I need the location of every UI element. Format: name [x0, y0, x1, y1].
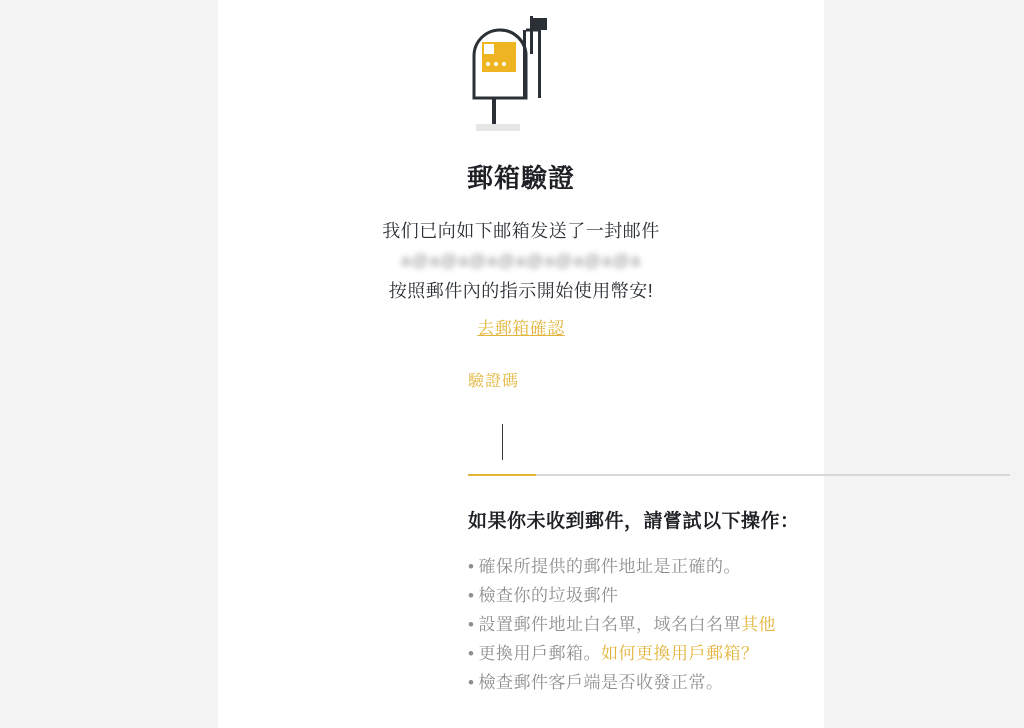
list-item-text: 設置郵件地址白名單，域名白名單 — [478, 615, 741, 634]
list-item-text: 確保所提供的郵件地址是正確的。 — [478, 557, 741, 576]
bullet-icon: • — [468, 615, 475, 634]
bullet-icon: • — [468, 644, 475, 663]
list-item-text: 檢查郵件客戶端是否收發正常。 — [478, 673, 724, 692]
list-item-text: 更換用戶郵箱。 — [478, 644, 601, 663]
message-line-1: 我们已向如下邮箱发送了一封邮件 — [382, 221, 660, 241]
list-item — [468, 610, 1024, 639]
help-title: 如果你未收到郵件，請嘗試以下操作： — [468, 511, 800, 532]
mailbox-icon — [462, 12, 580, 134]
masked-email — [218, 246, 824, 276]
bullet-icon: • — [468, 586, 475, 605]
masked-email-text: a@a@a@a@a@a@a@a@a — [400, 251, 642, 270]
verification-code-input[interactable] — [468, 408, 1010, 476]
code-cell-4[interactable] — [671, 408, 739, 476]
code-cell-8[interactable] — [942, 408, 1010, 476]
go-to-mailbox-link[interactable]: 去郵箱確認 — [477, 319, 565, 338]
code-cell-7[interactable] — [875, 408, 943, 476]
list-item-text: 檢查你的垃圾郵件 — [478, 586, 619, 605]
mailbox-illustration — [218, 8, 824, 138]
bullet-icon: • — [468, 673, 475, 692]
page-title: 郵箱驗證 — [466, 163, 575, 193]
change-email-link[interactable]: 如何更換用戶郵箱？ — [600, 644, 759, 663]
code-cell-1[interactable] — [468, 408, 536, 476]
code-cell-6[interactable] — [807, 408, 875, 476]
help-list — [468, 552, 1024, 697]
message-line-2: 按照郵件內的指示開始使用幣安! — [388, 281, 654, 301]
list-item — [468, 639, 1024, 668]
code-cell-3[interactable] — [604, 408, 672, 476]
verification-code-label: 驗證碼 — [468, 373, 520, 390]
code-cell-5[interactable] — [739, 408, 807, 476]
list-item — [468, 668, 1024, 697]
list-item — [468, 581, 1024, 610]
bullet-icon: • — [468, 557, 475, 576]
code-cell-2[interactable] — [536, 408, 604, 476]
list-item — [468, 552, 1024, 581]
whitelist-other-link[interactable]: 其他 — [740, 615, 776, 634]
message-block — [218, 216, 824, 339]
verification-card — [218, 0, 824, 728]
text-caret — [502, 424, 503, 460]
